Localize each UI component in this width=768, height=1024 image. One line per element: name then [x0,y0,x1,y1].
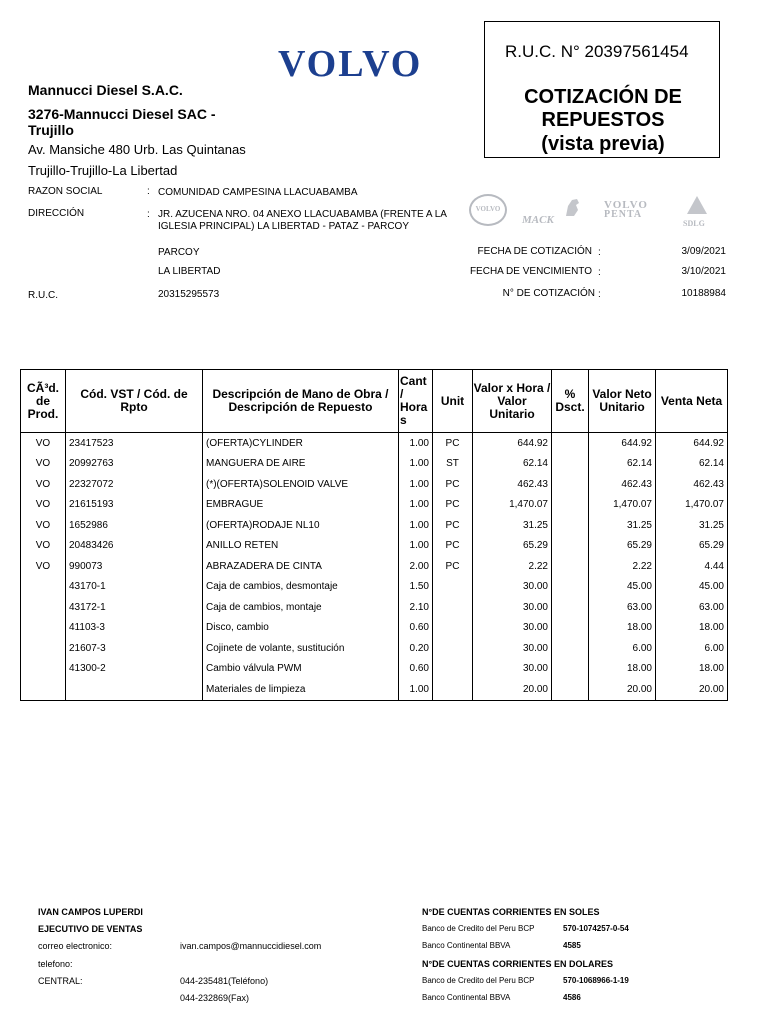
cell-cod-prod: VO [21,536,66,557]
cell-cod-vst: 22327072 [66,474,203,495]
header-cod-prod: CÃ³d. de Prod. [21,370,66,433]
volvo-penta-logo-line2: PENTA [604,209,643,220]
cell-cantidad: 1.00 [399,454,433,475]
usd-accounts-title: N°DE CUENTAS CORRIENTES EN DOLARES [422,959,613,969]
cell-cod-vst: 43170-1 [66,577,203,598]
cell-cod-vst: 21607-3 [66,638,203,659]
cell-cod-prod [21,679,66,700]
cell-cod-vst: 41300-2 [66,659,203,680]
cell-venta-neta: 20.00 [656,679,728,700]
cell-valor-neto: 20.00 [589,679,656,700]
header-unit: Unit [433,370,473,433]
cell-descuento [552,597,589,618]
cell-unit [433,618,473,639]
cell-descuento [552,495,589,516]
direccion-line2: IGLESIA PRINCIPAL) LA LIBERTAD - PATAZ - PARCOY [158,221,409,232]
colon: : [598,289,601,300]
table-row [21,597,728,618]
client-ruc-label: R.U.C. [28,290,58,301]
mack-logo: MACK [522,214,554,226]
client-district: PARCOY [158,247,200,258]
razon-social-value: COMUNIDAD CAMPESINA LLACUABAMBA [158,187,358,198]
cell-descuento [552,556,589,577]
cell-unit [433,638,473,659]
fecha-cotizacion-value: 3/09/2021 [681,246,726,257]
table-row [21,433,728,454]
cell-cantidad: 1.00 [399,679,433,700]
cell-cod-prod [21,638,66,659]
volvo-logo: VOLVO [278,43,423,85]
header-descuento: % Dsct. [552,370,589,433]
central-fax: 044-232869(Fax) [180,993,250,1003]
cell-cod-vst: 21615193 [66,495,203,516]
cell-cantidad: 1.50 [399,577,433,598]
cell-valor-neto: 63.00 [589,597,656,618]
table-row [21,536,728,557]
cell-descuento [552,679,589,700]
cell-unit: PC [433,515,473,536]
sdlg-logo-icon [682,195,712,219]
cell-unit [433,679,473,700]
cell-descripcion: ABRAZADERA DE CINTA [203,556,399,577]
cell-cod-vst: 20483426 [66,536,203,557]
header-venta-neta: Venta Neta [656,370,728,433]
company-address: Av. Mansiche 480 Urb. Las Quintanas [28,142,246,157]
colon: : [147,186,150,197]
cell-valor-neto: 6.00 [589,638,656,659]
table-row [21,474,728,495]
cell-cod-prod [21,659,66,680]
cell-unit: PC [433,556,473,577]
cell-descuento [552,618,589,639]
cell-valor-unitario: 31.25 [473,515,552,536]
cell-unit: PC [433,495,473,516]
cell-valor-neto: 65.29 [589,536,656,557]
cell-descuento [552,659,589,680]
cell-descuento [552,433,589,454]
cell-cod-vst: 990073 [66,556,203,577]
cell-venta-neta: 644.92 [656,433,728,454]
company-city: Trujillo-Trujillo-La Libertad [28,163,178,178]
cell-cod-vst: 43172-1 [66,597,203,618]
cell-descripcion: (*)(OFERTA)SOLENOID VALVE [203,474,399,495]
colon: : [598,267,601,278]
numero-cotizacion-value: 10188984 [681,288,726,299]
cell-unit: PC [433,536,473,557]
cell-valor-neto: 18.00 [589,659,656,680]
fecha-cotizacion-label: FECHA DE COTIZACIÓN [477,246,592,257]
seller-name: IVAN CAMPOS LUPERDI [38,907,143,917]
cell-cantidad: 0.60 [399,659,433,680]
cell-valor-unitario: 20.00 [473,679,552,700]
cell-cantidad: 0.20 [399,638,433,659]
table-row [21,638,728,659]
cell-venta-neta: 63.00 [656,597,728,618]
cell-descripcion: ANILLO RETEN [203,536,399,557]
cell-valor-neto: 1,470.07 [589,495,656,516]
colon: : [147,209,150,220]
table-row [21,577,728,598]
cell-descuento [552,474,589,495]
client-ruc-value: 20315295573 [158,289,220,300]
cell-descripcion: Materiales de limpieza [203,679,399,700]
direccion-line1: JR. AZUCENA NRO. 04 ANEXO LLACUABAMBA (FRENTE A LA [158,209,447,220]
cell-cod-prod: VO [21,474,66,495]
soles-bank2: Banco Continental BBVA [422,941,511,950]
cell-valor-unitario: 644.92 [473,433,552,454]
table-row [21,515,728,536]
direccion-label: DIRECCIÓN [28,208,85,219]
company-ruc: R.U.C. N° 20397561454 [505,42,689,61]
volvo-penta-logo-line1: VOLVO [604,199,648,211]
cell-valor-unitario: 30.00 [473,638,552,659]
cell-cod-vst: 20992763 [66,454,203,475]
cell-cantidad: 2.10 [399,597,433,618]
cell-cod-prod: VO [21,433,66,454]
razon-social-label: RAZON SOCIAL [28,186,103,197]
cell-valor-unitario: 30.00 [473,597,552,618]
seller-role: EJECUTIVO DE VENTAS [38,924,143,934]
cell-venta-neta: 4.44 [656,556,728,577]
soles-account2: 4585 [563,941,581,950]
company-branch: 3276-Mannucci Diesel SAC - Trujillo [28,106,216,138]
soles-account1: 570-1074257-0-54 [563,924,629,933]
cell-cod-prod: VO [21,495,66,516]
cell-venta-neta: 45.00 [656,577,728,598]
cell-descripcion: Cojinete de volante, sustitución [203,638,399,659]
cell-valor-neto: 62.14 [589,454,656,475]
soles-bank1: Banco de Credito del Peru BCP [422,924,535,933]
fecha-vencimiento-label: FECHA DE VENCIMIENTO [469,266,592,277]
cell-unit: PC [433,474,473,495]
cell-unit [433,577,473,598]
cell-valor-neto: 644.92 [589,433,656,454]
cell-valor-unitario: 30.00 [473,618,552,639]
cell-valor-unitario: 30.00 [473,577,552,598]
header-cod-vst: Cód. VST / Cód. de Rpto [66,370,203,433]
usd-account2: 4586 [563,993,581,1002]
cell-valor-neto: 45.00 [589,577,656,598]
company-name: Mannucci Diesel S.A.C. [28,82,183,98]
sdlg-logo-text: SDLG [683,219,705,228]
cell-cantidad: 1.00 [399,474,433,495]
cell-venta-neta: 18.00 [656,618,728,639]
table-row [21,679,728,700]
cell-valor-neto: 31.25 [589,515,656,536]
cell-unit: PC [433,433,473,454]
table-row [21,495,728,516]
cell-descripcion: Disco, cambio [203,618,399,639]
items-table [20,369,728,701]
cell-cantidad: 1.00 [399,433,433,454]
cell-descuento [552,577,589,598]
cell-cod-prod: VO [21,556,66,577]
soles-accounts-title: N°DE CUENTAS CORRIENTES EN SOLES [422,907,600,917]
client-region: LA LIBERTAD [158,266,221,277]
header-valor-neto: Valor Neto Unitario [589,370,656,433]
table-row [21,556,728,577]
cell-descuento [552,536,589,557]
cell-descuento [552,515,589,536]
cell-descripcion: Cambio válvula PWM [203,659,399,680]
cell-descripcion: Caja de cambios, montaje [203,597,399,618]
cell-cantidad: 0.60 [399,618,433,639]
cell-descripcion: Caja de cambios, desmontaje [203,577,399,598]
email-value: ivan.campos@mannuccidiesel.com [180,941,322,951]
cell-venta-neta: 65.29 [656,536,728,557]
cell-descuento [552,638,589,659]
table-row [21,454,728,475]
cell-venta-neta: 18.00 [656,659,728,680]
cell-cod-prod: VO [21,515,66,536]
cell-valor-neto: 2.22 [589,556,656,577]
header-descripcion: Descripción de Mano de Obra / Descripción de Repuesto [203,370,399,433]
cell-venta-neta: 1,470.07 [656,495,728,516]
cell-venta-neta: 62.14 [656,454,728,475]
cell-cantidad: 2.00 [399,556,433,577]
header-valor-unitario: Valor x Hora / Valor Unitario [473,370,552,433]
central-label: CENTRAL: [38,976,83,986]
volvo-circle-text: VOLVO [475,205,501,213]
cell-valor-unitario: 65.29 [473,536,552,557]
cell-valor-neto: 462.43 [589,474,656,495]
table-row [21,659,728,680]
cell-valor-unitario: 2.22 [473,556,552,577]
cell-unit [433,597,473,618]
document-title: COTIZACIÓN DE REPUESTOS [524,86,682,131]
cell-cantidad: 1.00 [399,495,433,516]
volvo-circle-logo [469,194,507,226]
cell-descripcion: EMBRAGUE [203,495,399,516]
table-row [21,618,728,639]
cell-cod-prod [21,618,66,639]
mack-bulldog-icon [562,196,582,218]
cell-cod-prod: VO [21,454,66,475]
usd-bank2: Banco Continental BBVA [422,993,511,1002]
header-cantidad: Cant / Hora s [399,370,433,433]
cell-cod-vst: 23417523 [66,433,203,454]
email-label: correo electronico: [38,941,113,951]
cell-cod-prod [21,577,66,598]
cell-venta-neta: 462.43 [656,474,728,495]
cell-valor-unitario: 462.43 [473,474,552,495]
cell-valor-neto: 18.00 [589,618,656,639]
document-subtitle: (vista previa) [541,133,665,155]
cell-descripcion: (OFERTA)CYLINDER [203,433,399,454]
cell-valor-unitario: 1,470.07 [473,495,552,516]
cell-venta-neta: 31.25 [656,515,728,536]
cell-descripcion: MANGUERA DE AIRE [203,454,399,475]
central-phone: 044-235481(Teléfono) [180,976,269,986]
cell-cod-vst: 41103-3 [66,618,203,639]
cell-valor-unitario: 30.00 [473,659,552,680]
cell-valor-unitario: 62.14 [473,454,552,475]
usd-account1: 570-1068966-1-19 [563,976,629,985]
usd-bank1: Banco de Credito del Peru BCP [422,976,535,985]
cell-unit [433,659,473,680]
cell-descripcion: (OFERTA)RODAJE NL10 [203,515,399,536]
cell-venta-neta: 6.00 [656,638,728,659]
cell-descuento [552,454,589,475]
cell-cod-vst: 1652986 [66,515,203,536]
cell-unit: ST [433,454,473,475]
cell-cod-vst [66,679,203,700]
phone-label: telefono: [38,959,73,969]
colon: : [598,247,601,258]
numero-cotizacion-label: N° DE COTIZACIÓN [502,288,595,299]
cell-cod-prod [21,597,66,618]
table-header-row [21,370,728,433]
fecha-vencimiento-value: 3/10/2021 [681,266,726,277]
cell-cantidad: 1.00 [399,536,433,557]
cell-cantidad: 1.00 [399,515,433,536]
